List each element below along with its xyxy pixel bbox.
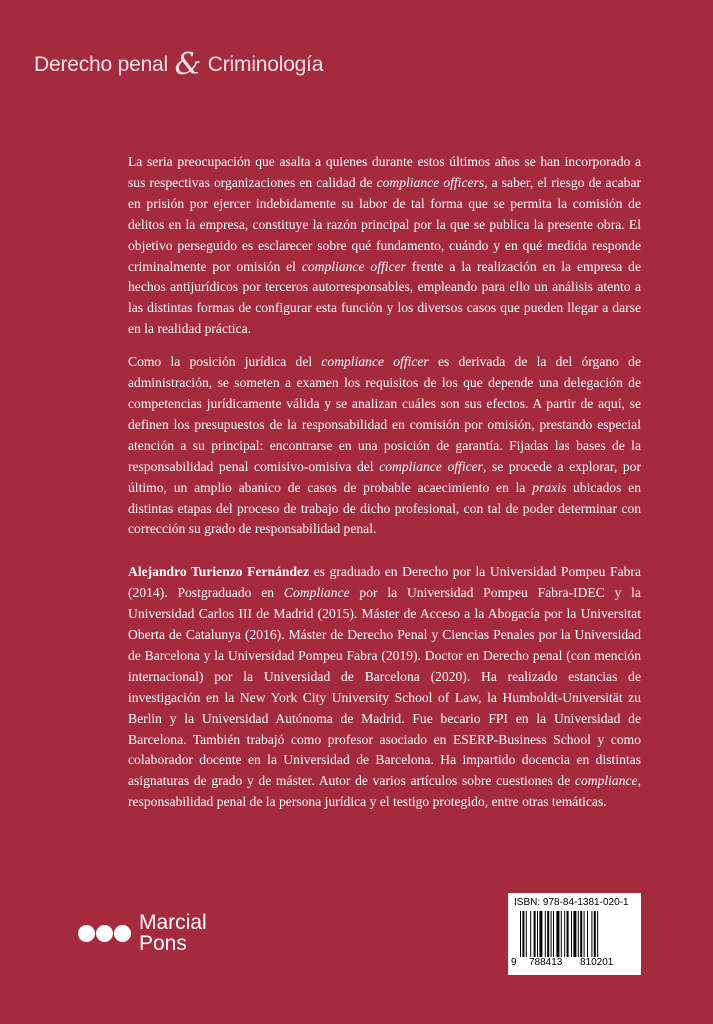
author-name: Alejandro Turienzo Fernández bbox=[128, 564, 310, 580]
synopsis-paragraph-1: La seria preocupación que asalta a quienes durante estos últimos años se han incorporado a sus respectivas organizaciones en calidad de compliance officers, a saber, el riesgo de acabar en prisión por ejercer indebidamente su labor de tal forma que se permita la comisión de delitos en la empresa, constituye la razón principal por la que se publica la presente obra. El objetivo perseguido es esclarecer sobre qué fundamento, cuándo y en qué medida responde criminalmente por omisión el compliance officer frente a la realización en la empresa de hechos antijurídicos por terceros autorresponsables, empleando para ello un análisis atento a las distintas formas de configurar esta función y los diversos casos que pueden llegar a darse en la realidad práctica. bbox=[128, 154, 641, 337]
series-title-right: Criminología bbox=[207, 53, 324, 76]
ampersand: & bbox=[174, 47, 202, 82]
isbn-label: ISBN: 978-84-1381-020-1 bbox=[514, 897, 629, 908]
series-title bbox=[34, 44, 324, 82]
isbn-barcode: ISBN: 978-84-1381-020-1 9 788413 810201 bbox=[508, 893, 641, 975]
publisher-name: Marcial Pons bbox=[139, 911, 207, 955]
publisher-logo bbox=[78, 912, 207, 954]
barcode-icon bbox=[520, 911, 632, 957]
series-title-left: Derecho penal bbox=[34, 53, 168, 76]
back-cover-text bbox=[128, 152, 641, 825]
publisher-logo-icon bbox=[78, 925, 131, 942]
synopsis-paragraph-2: Como la posición jurídica del compliance officer es derivada de la del órgano de administración, se someten a examen los requisitos de los que depende una delegación de competencias jurídicamente válida y se analizan cuáles son sus efectos. A partir de aquí, se definen los presupuestos de la responsabilidad en comisión por omisión, prestando especial atención a su principal: encontrarse en una posición de garantía. Fijadas las bases de la responsabilidad penal comisivo-omisiva del compliance officer, se procede a explorar, por último, un amplio abanico de casos de probable acaecimiento en la praxis ubicados en distintas etapas del proceso de trabajo de dicho profesional, con tal de poder determinar con corrección su grado de responsabilidad penal. bbox=[128, 354, 642, 537]
author-bio: Alejandro Turienzo Fernández es graduado en Derecho por la Universidad Pompeu Fabra (2014). Postgraduado en Compliance por la Universidad Pompeu Fabra-IDEC y la Universidad Carlos III de Madrid (2015). Máster de Acceso a la Abogacía por la Universitat Oberta de Catalunya (2016). Máster de Derecho Penal y Ciencias Penales por la Universidad de Barcelona y la Universidad Pompeu Fabra (2019). Doctor en Derecho penal (con mención internacional) por la Universidad de Barcelona (2020). Ha realizado estancias de investigación en la New York City University School of Law, la Humboldt-Universität zu Berlin y la Universidad Autónoma de Madrid. Fue becario FPI en la Universidad de Barcelona. También trabajó como profesor asociado en ESERP-Business School y como colaborador docente en la Universidad de Barcelona. Ha impartido docencia en distintas asignaturas de grado y de máster. Autor de varios artículos sobre cuestiones de compliance, responsabilidad penal de la persona jurídica y el testigo protegido, entre otras temáticas. bbox=[128, 564, 641, 810]
